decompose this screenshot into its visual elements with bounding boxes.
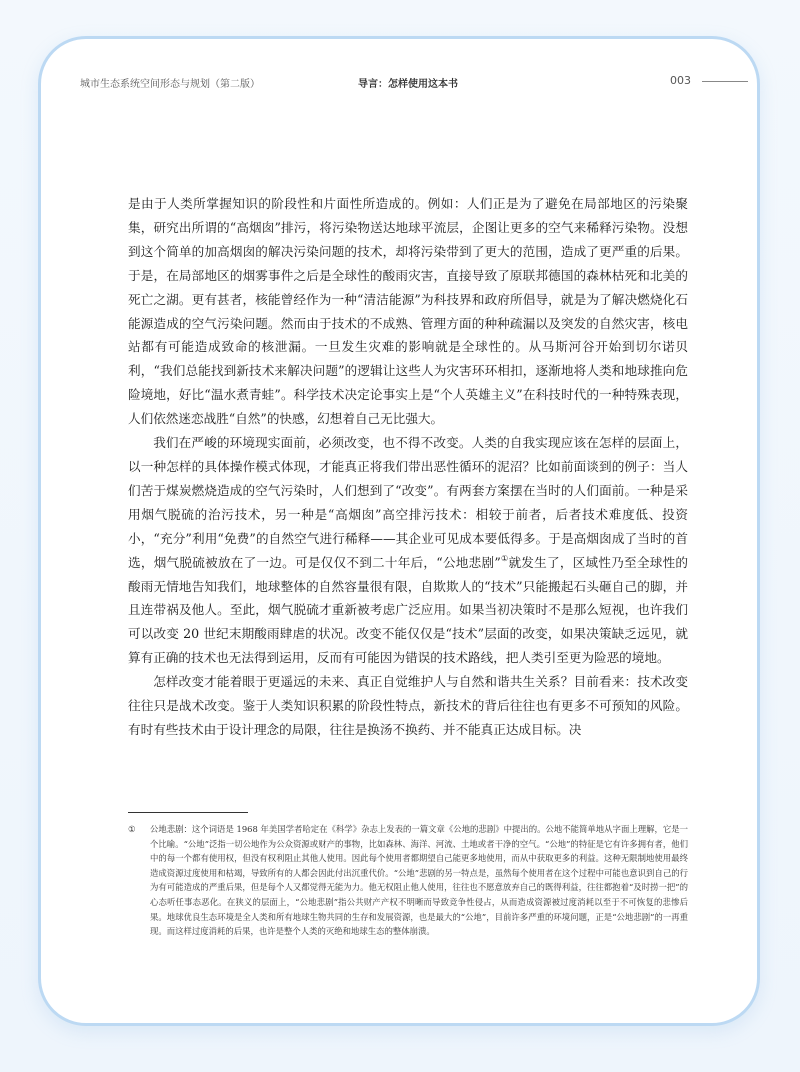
footnote-mark: ①: [128, 824, 136, 834]
paragraph-2-part-b: 就发生了，区域性乃至全球性的酸雨无情地告知我们，地球整体的自然容量很有限，自欺欺人的“技术”只能搬起石头砸自己的脚，并且连带祸及他人。至此，烟气脱硫才重新被考虑广泛应用。如果当初决策时不是那么短视，也许我们可以改变 20 世纪末期酸雨肆虐的状况。改变不能仅仅是“技术”层面的改变，如果决策缺乏远见，就算有正确的技术也无法得到运用，反而有可能因为错误的技术路线，把人类引至更为险恶的境地。: [128, 554, 688, 666]
paragraph-3: 怎样改变才能着眼于更遥远的未来、真正自觉维护人与自然和谐共生关系？目前看来：技术改变往往只是战术改变。鉴于人类知识积累的阶段性特点，新技术的背后往往也有更多不可预知的风险。有时有些技术由于设计理念的局限，往往是换汤不换药、并不能真正达成目标。决: [128, 674, 688, 737]
body-text: [128, 192, 688, 742]
footnote-reference[interactable]: ①: [500, 553, 509, 563]
footnote: [128, 822, 688, 939]
book-title: 城市生态系统空间形态与规划（第二版）: [80, 79, 260, 90]
chapter-title: 导言：怎样使用这本书: [358, 79, 458, 90]
header-rule: [702, 81, 748, 82]
paragraph-2: [128, 431, 688, 670]
paragraph-1: 是由于人类所掌握知识的阶段性和片面性所造成的。例如：人们正是为了避免在局部地区的污染聚集，研究出所谓的“高烟囱”排污，将污染物送达地球平流层，企图让更多的空气来稀释污染物。没想到这个简单的加高烟囱的解决污染问题的技术，却将污染带到了更大的范围，造成了更严重的后果。于是，在局部地区的烟雾事件之后是全球性的酸雨灾害，直接导致了原联邦德国的森林枯死和北美的死亡之湖。更有甚者，核能曾经作为一种“清洁能源”为科技界和政府所倡导，就是为了解决燃烧化石能源造成的空气污染问题。然而由于技术的不成熟、管理方面的种种疏漏以及突发的自然灾害，核电站都有可能造成致命的核泄漏。一旦发生灾难的影响就是全球性的。从马斯河谷开始到切尔诺贝利，“我们总能找到新技术来解决问题”的逻辑让这些人为灾害环环相扣，逐渐地将人类和地球推向危险境地，好比“温水煮青蛙”。科学技术决定论事实上是“个人英雄主义”在科技时代的一种特殊表现，人们依然迷恋战胜“自然”的快感，幻想着自己无比强大。: [128, 196, 688, 427]
footnote-text: 公地悲剧：这个词语是 1968 年美国学者哈定在《科学》杂志上发表的一篇文章《公地的悲剧》中提出的。公地不能简单地从字面上理解，它是一个比喻。“公地”泛指一切公地作为公众资源或财产的事物，比如森林、海洋、河流、土地或者干净的空气。“公地”的特征是它有许多拥有者，他们中的每一个都有使用权，但没有权利阻止其他人使用。因此每个使用者都期望自己能更多地使用，而从中获取更多的利益。这种无限制地使用最终造成资源过度使用和枯竭，导致所有的人都会因此付出沉重代价。“公地”悲剧的另一特点是，虽然每个使用者在这个过程中可能也意识到自己的行为有可能造成的严重后果，但是每个人又都觉得无能为力。他无权阻止他人使用，往往也不愿意放弃自己的既得利益，往往都抱着“及时捞一把”的心态听任事态恶化。在狭义的层面上，“公地悲剧”指公共财产产权不明晰而导致竞争性侵占，从而造成资源被过度消耗以至于不可恢复的悲惨后果。地球优良生态环境是全人类和所有地球生物共同的生存和发展资源，也是最大的“公地”，目前许多严重的环境问题，正是“公地悲剧”的一再重现。而这样过度消耗的后果，也许是整个人类的灭绝和地球生态的整体崩溃。: [150, 824, 688, 937]
paragraph-2-part-a: 我们在严峻的环境现实面前，必须改变，也不得不改变。人类的自我实现应该在怎样的层面上，以一种怎样的具体操作模式体现，才能真正将我们带出恶性循环的泥沼？比如前面谈到的例子：当人们苦于煤炭燃烧造成的空气污染时，人们想到了“改变”。有两套方案摆在当时的人们面前。一种是采用烟气脱硫的治污技术，另一种是“高烟囱”高空排污技术：相较于前者，后者技术难度低、投资小，“充分”利用“免费”的自然空气进行稀释——其企业可见成本要低得多。于是高烟囱成了当时的首选，烟气脱硫被放在了一边。可是仅仅不到二十年后，“公地悲剧”: [128, 435, 688, 570]
page-number: 003: [670, 74, 691, 87]
footnote-divider: [128, 812, 248, 813]
running-header: [80, 72, 752, 90]
